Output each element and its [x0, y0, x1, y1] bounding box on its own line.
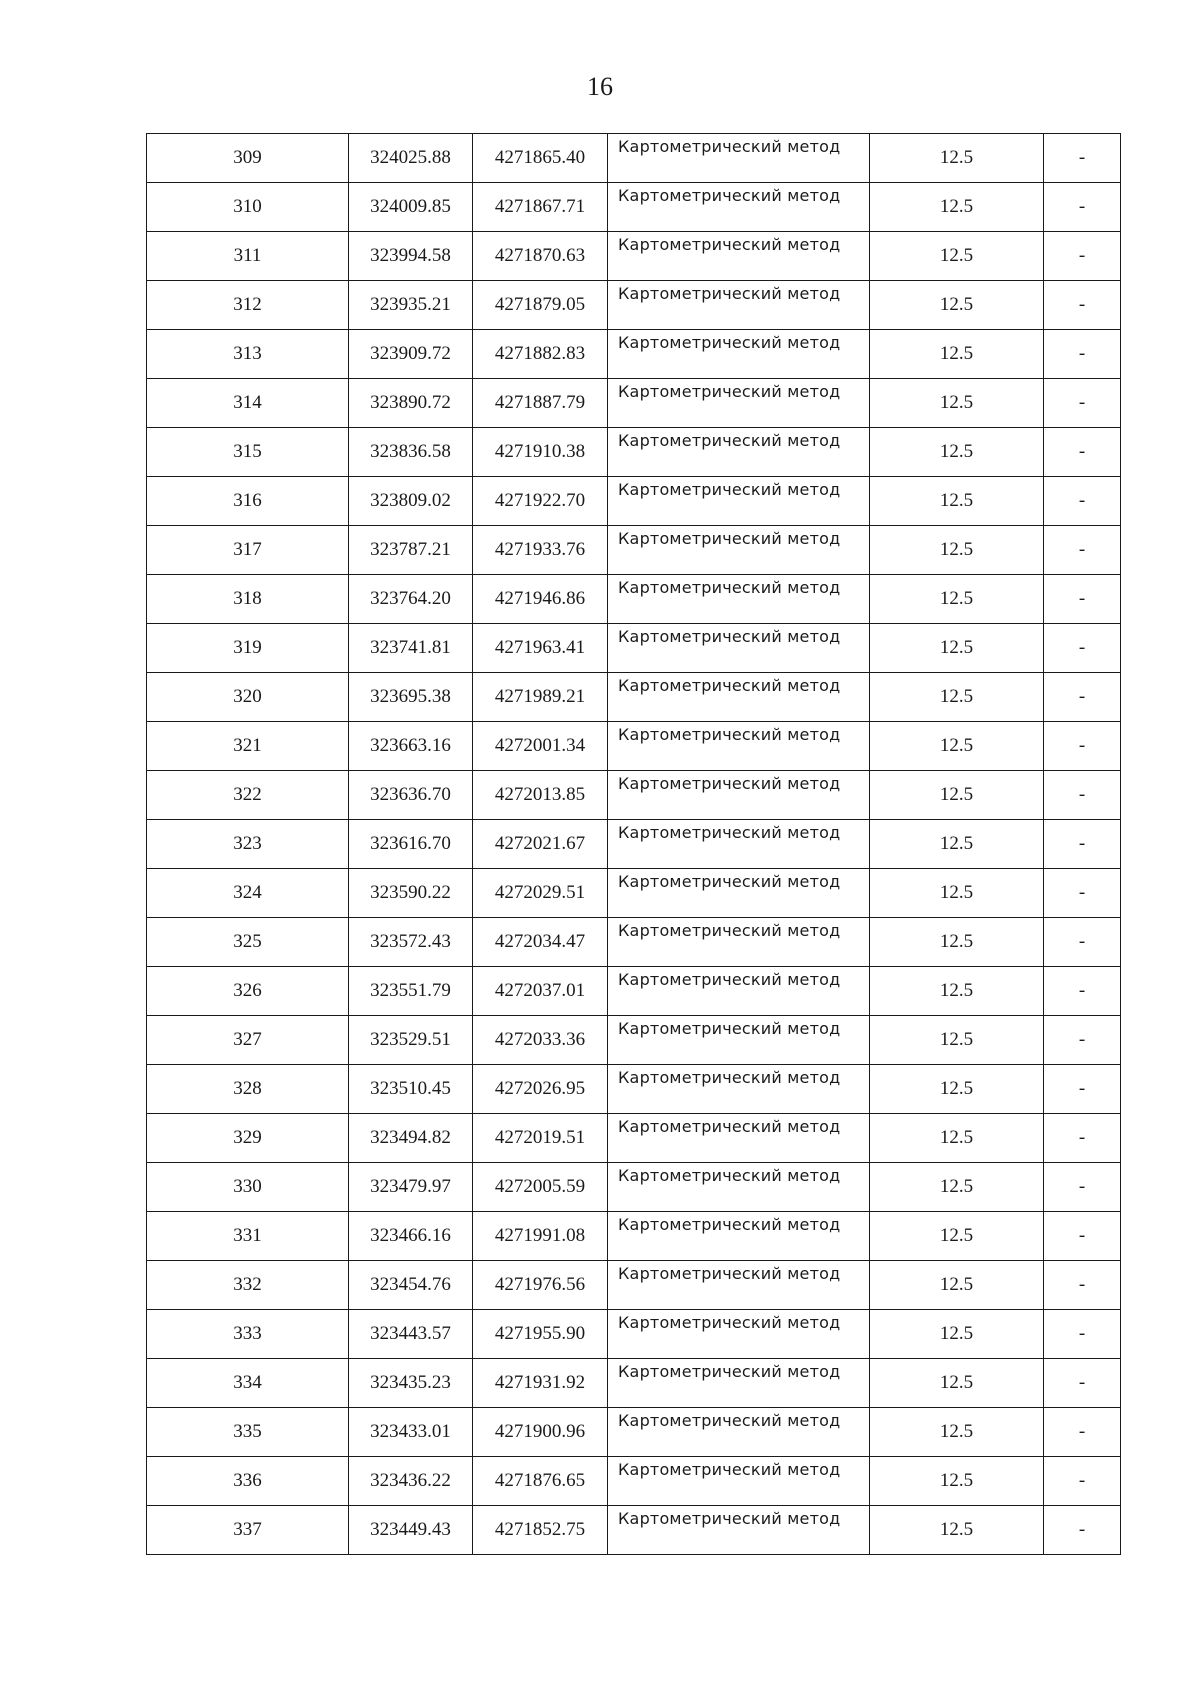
note-cell: - — [1044, 1310, 1121, 1359]
y-coordinate-cell: 4272019.51 — [473, 1114, 608, 1163]
y-coordinate-cell: 4272026.95 — [473, 1065, 608, 1114]
accuracy-cell: 12.5 — [870, 1114, 1044, 1163]
point-number-cell: 336 — [147, 1457, 349, 1506]
point-number-cell: 309 — [147, 134, 349, 183]
y-coordinate-cell: 4272013.85 — [473, 771, 608, 820]
point-number-cell: 322 — [147, 771, 349, 820]
accuracy-cell: 12.5 — [870, 722, 1044, 771]
table-row — [147, 232, 1121, 281]
page-number: 16 — [587, 72, 613, 101]
table-row — [147, 1212, 1121, 1261]
accuracy-cell: 12.5 — [870, 330, 1044, 379]
method-cell: Картометрический метод — [608, 1163, 870, 1212]
x-coordinate-cell: 323590.22 — [349, 869, 473, 918]
point-number-cell: 328 — [147, 1065, 349, 1114]
y-coordinate-cell: 4271946.86 — [473, 575, 608, 624]
method-cell: Картометрический метод — [608, 477, 870, 526]
x-coordinate-cell: 323551.79 — [349, 967, 473, 1016]
point-number-cell: 318 — [147, 575, 349, 624]
table-row — [147, 1359, 1121, 1408]
note-cell: - — [1044, 722, 1121, 771]
point-number-cell: 327 — [147, 1016, 349, 1065]
table-row — [147, 1065, 1121, 1114]
accuracy-cell: 12.5 — [870, 1212, 1044, 1261]
method-cell: Картометрический метод — [608, 1212, 870, 1261]
note-cell: - — [1044, 330, 1121, 379]
note-cell: - — [1044, 575, 1121, 624]
x-coordinate-cell: 324025.88 — [349, 134, 473, 183]
table-row — [147, 869, 1121, 918]
note-cell: - — [1044, 477, 1121, 526]
y-coordinate-cell: 4271876.65 — [473, 1457, 608, 1506]
accuracy-cell: 12.5 — [870, 428, 1044, 477]
x-coordinate-cell: 323443.57 — [349, 1310, 473, 1359]
note-cell: - — [1044, 232, 1121, 281]
accuracy-cell: 12.5 — [870, 575, 1044, 624]
note-cell: - — [1044, 1408, 1121, 1457]
x-coordinate-cell: 323466.16 — [349, 1212, 473, 1261]
y-coordinate-cell: 4272034.47 — [473, 918, 608, 967]
point-number-cell: 321 — [147, 722, 349, 771]
table-row — [147, 477, 1121, 526]
y-coordinate-cell: 4271882.83 — [473, 330, 608, 379]
accuracy-cell: 12.5 — [870, 477, 1044, 526]
y-coordinate-cell: 4272005.59 — [473, 1163, 608, 1212]
point-number-cell: 320 — [147, 673, 349, 722]
accuracy-cell: 12.5 — [870, 1359, 1044, 1408]
method-cell: Картометрический метод — [608, 967, 870, 1016]
note-cell: - — [1044, 1261, 1121, 1310]
point-number-cell: 314 — [147, 379, 349, 428]
method-cell: Картометрический метод — [608, 281, 870, 330]
point-number-cell: 333 — [147, 1310, 349, 1359]
point-number-cell: 335 — [147, 1408, 349, 1457]
y-coordinate-cell: 4271870.63 — [473, 232, 608, 281]
method-cell: Картометрический метод — [608, 232, 870, 281]
point-number-cell: 319 — [147, 624, 349, 673]
x-coordinate-cell: 323695.38 — [349, 673, 473, 722]
method-cell: Картометрический метод — [608, 379, 870, 428]
note-cell: - — [1044, 673, 1121, 722]
y-coordinate-cell: 4271867.71 — [473, 183, 608, 232]
x-coordinate-cell: 323510.45 — [349, 1065, 473, 1114]
accuracy-cell: 12.5 — [870, 918, 1044, 967]
x-coordinate-cell: 323809.02 — [349, 477, 473, 526]
note-cell: - — [1044, 1065, 1121, 1114]
x-coordinate-cell: 323994.58 — [349, 232, 473, 281]
y-coordinate-cell: 4271879.05 — [473, 281, 608, 330]
point-number-cell: 330 — [147, 1163, 349, 1212]
x-coordinate-cell: 323764.20 — [349, 575, 473, 624]
accuracy-cell: 12.5 — [870, 771, 1044, 820]
accuracy-cell: 12.5 — [870, 1457, 1044, 1506]
table-row — [147, 1408, 1121, 1457]
table-row — [147, 1016, 1121, 1065]
y-coordinate-cell: 4272037.01 — [473, 967, 608, 1016]
method-cell: Картометрический метод — [608, 820, 870, 869]
x-coordinate-cell: 323787.21 — [349, 526, 473, 575]
x-coordinate-cell: 323616.70 — [349, 820, 473, 869]
method-cell: Картометрический метод — [608, 575, 870, 624]
method-cell: Картометрический метод — [608, 771, 870, 820]
y-coordinate-cell: 4271976.56 — [473, 1261, 608, 1310]
table-row — [147, 1163, 1121, 1212]
table-row — [147, 1457, 1121, 1506]
method-cell: Картометрический метод — [608, 428, 870, 477]
table-row — [147, 428, 1121, 477]
method-cell: Картометрический метод — [608, 1408, 870, 1457]
table-row — [147, 820, 1121, 869]
method-cell: Картометрический метод — [608, 1506, 870, 1555]
coordinates-table — [146, 133, 1121, 1555]
table-row — [147, 1506, 1121, 1555]
method-cell: Картометрический метод — [608, 624, 870, 673]
accuracy-cell: 12.5 — [870, 232, 1044, 281]
note-cell: - — [1044, 1016, 1121, 1065]
accuracy-cell: 12.5 — [870, 526, 1044, 575]
table-row — [147, 722, 1121, 771]
note-cell: - — [1044, 820, 1121, 869]
y-coordinate-cell: 4272033.36 — [473, 1016, 608, 1065]
method-cell: Картометрический метод — [608, 918, 870, 967]
method-cell: Картометрический метод — [608, 869, 870, 918]
method-cell: Картометрический метод — [608, 134, 870, 183]
point-number-cell: 317 — [147, 526, 349, 575]
y-coordinate-cell: 4271922.70 — [473, 477, 608, 526]
point-number-cell: 315 — [147, 428, 349, 477]
note-cell: - — [1044, 428, 1121, 477]
x-coordinate-cell: 323436.22 — [349, 1457, 473, 1506]
coordinates-table-body — [147, 134, 1121, 1555]
note-cell: - — [1044, 1506, 1121, 1555]
point-number-cell: 312 — [147, 281, 349, 330]
x-coordinate-cell: 323435.23 — [349, 1359, 473, 1408]
y-coordinate-cell: 4271989.21 — [473, 673, 608, 722]
y-coordinate-cell: 4271865.40 — [473, 134, 608, 183]
method-cell: Картометрический метод — [608, 1065, 870, 1114]
x-coordinate-cell: 323636.70 — [349, 771, 473, 820]
table-row — [147, 1114, 1121, 1163]
note-cell: - — [1044, 1163, 1121, 1212]
table-row — [147, 526, 1121, 575]
y-coordinate-cell: 4272021.67 — [473, 820, 608, 869]
x-coordinate-cell: 323572.43 — [349, 918, 473, 967]
table-row — [147, 673, 1121, 722]
method-cell: Картометрический метод — [608, 1457, 870, 1506]
accuracy-cell: 12.5 — [870, 1163, 1044, 1212]
note-cell: - — [1044, 1457, 1121, 1506]
accuracy-cell: 12.5 — [870, 281, 1044, 330]
x-coordinate-cell: 323529.51 — [349, 1016, 473, 1065]
accuracy-cell: 12.5 — [870, 673, 1044, 722]
x-coordinate-cell: 323935.21 — [349, 281, 473, 330]
point-number-cell: 313 — [147, 330, 349, 379]
x-coordinate-cell: 323454.76 — [349, 1261, 473, 1310]
y-coordinate-cell: 4271910.38 — [473, 428, 608, 477]
point-number-cell: 331 — [147, 1212, 349, 1261]
point-number-cell: 329 — [147, 1114, 349, 1163]
point-number-cell: 325 — [147, 918, 349, 967]
x-coordinate-cell: 323479.97 — [349, 1163, 473, 1212]
table-row — [147, 967, 1121, 1016]
point-number-cell: 311 — [147, 232, 349, 281]
note-cell: - — [1044, 771, 1121, 820]
point-number-cell: 324 — [147, 869, 349, 918]
accuracy-cell: 12.5 — [870, 1016, 1044, 1065]
note-cell: - — [1044, 1359, 1121, 1408]
y-coordinate-cell: 4271991.08 — [473, 1212, 608, 1261]
accuracy-cell: 12.5 — [870, 1408, 1044, 1457]
note-cell: - — [1044, 624, 1121, 673]
accuracy-cell: 12.5 — [870, 967, 1044, 1016]
accuracy-cell: 12.5 — [870, 820, 1044, 869]
note-cell: - — [1044, 918, 1121, 967]
accuracy-cell: 12.5 — [870, 134, 1044, 183]
table-row — [147, 1261, 1121, 1310]
y-coordinate-cell: 4272001.34 — [473, 722, 608, 771]
x-coordinate-cell: 323449.43 — [349, 1506, 473, 1555]
table-row — [147, 330, 1121, 379]
note-cell: - — [1044, 1114, 1121, 1163]
x-coordinate-cell: 323890.72 — [349, 379, 473, 428]
method-cell: Картометрический метод — [608, 183, 870, 232]
note-cell: - — [1044, 1212, 1121, 1261]
table-row — [147, 183, 1121, 232]
x-coordinate-cell: 323836.58 — [349, 428, 473, 477]
method-cell: Картометрический метод — [608, 1310, 870, 1359]
x-coordinate-cell: 324009.85 — [349, 183, 473, 232]
method-cell: Картометрический метод — [608, 1261, 870, 1310]
point-number-cell: 337 — [147, 1506, 349, 1555]
table-row — [147, 918, 1121, 967]
table-row — [147, 281, 1121, 330]
table-row — [147, 1310, 1121, 1359]
table-row — [147, 771, 1121, 820]
y-coordinate-cell: 4271852.75 — [473, 1506, 608, 1555]
point-number-cell: 326 — [147, 967, 349, 1016]
method-cell: Картометрический метод — [608, 1359, 870, 1408]
accuracy-cell: 12.5 — [870, 1065, 1044, 1114]
y-coordinate-cell: 4271955.90 — [473, 1310, 608, 1359]
accuracy-cell: 12.5 — [870, 869, 1044, 918]
note-cell: - — [1044, 869, 1121, 918]
note-cell: - — [1044, 134, 1121, 183]
x-coordinate-cell: 323663.16 — [349, 722, 473, 771]
table-row — [147, 575, 1121, 624]
method-cell: Картометрический метод — [608, 722, 870, 771]
y-coordinate-cell: 4271933.76 — [473, 526, 608, 575]
point-number-cell: 332 — [147, 1261, 349, 1310]
y-coordinate-cell: 4271900.96 — [473, 1408, 608, 1457]
x-coordinate-cell: 323433.01 — [349, 1408, 473, 1457]
note-cell: - — [1044, 183, 1121, 232]
y-coordinate-cell: 4271887.79 — [473, 379, 608, 428]
method-cell: Картометрический метод — [608, 1114, 870, 1163]
accuracy-cell: 12.5 — [870, 624, 1044, 673]
point-number-cell: 323 — [147, 820, 349, 869]
accuracy-cell: 12.5 — [870, 1261, 1044, 1310]
accuracy-cell: 12.5 — [870, 1310, 1044, 1359]
table-row — [147, 624, 1121, 673]
accuracy-cell: 12.5 — [870, 379, 1044, 428]
point-number-cell: 310 — [147, 183, 349, 232]
method-cell: Картометрический метод — [608, 526, 870, 575]
x-coordinate-cell: 323494.82 — [349, 1114, 473, 1163]
method-cell: Картометрический метод — [608, 1016, 870, 1065]
note-cell: - — [1044, 281, 1121, 330]
accuracy-cell: 12.5 — [870, 1506, 1044, 1555]
y-coordinate-cell: 4272029.51 — [473, 869, 608, 918]
x-coordinate-cell: 323741.81 — [349, 624, 473, 673]
table-row — [147, 379, 1121, 428]
note-cell: - — [1044, 967, 1121, 1016]
y-coordinate-cell: 4271931.92 — [473, 1359, 608, 1408]
note-cell: - — [1044, 526, 1121, 575]
note-cell: - — [1044, 379, 1121, 428]
method-cell: Картометрический метод — [608, 673, 870, 722]
x-coordinate-cell: 323909.72 — [349, 330, 473, 379]
accuracy-cell: 12.5 — [870, 183, 1044, 232]
method-cell: Картометрический метод — [608, 330, 870, 379]
point-number-cell: 334 — [147, 1359, 349, 1408]
y-coordinate-cell: 4271963.41 — [473, 624, 608, 673]
table-row — [147, 134, 1121, 183]
point-number-cell: 316 — [147, 477, 349, 526]
